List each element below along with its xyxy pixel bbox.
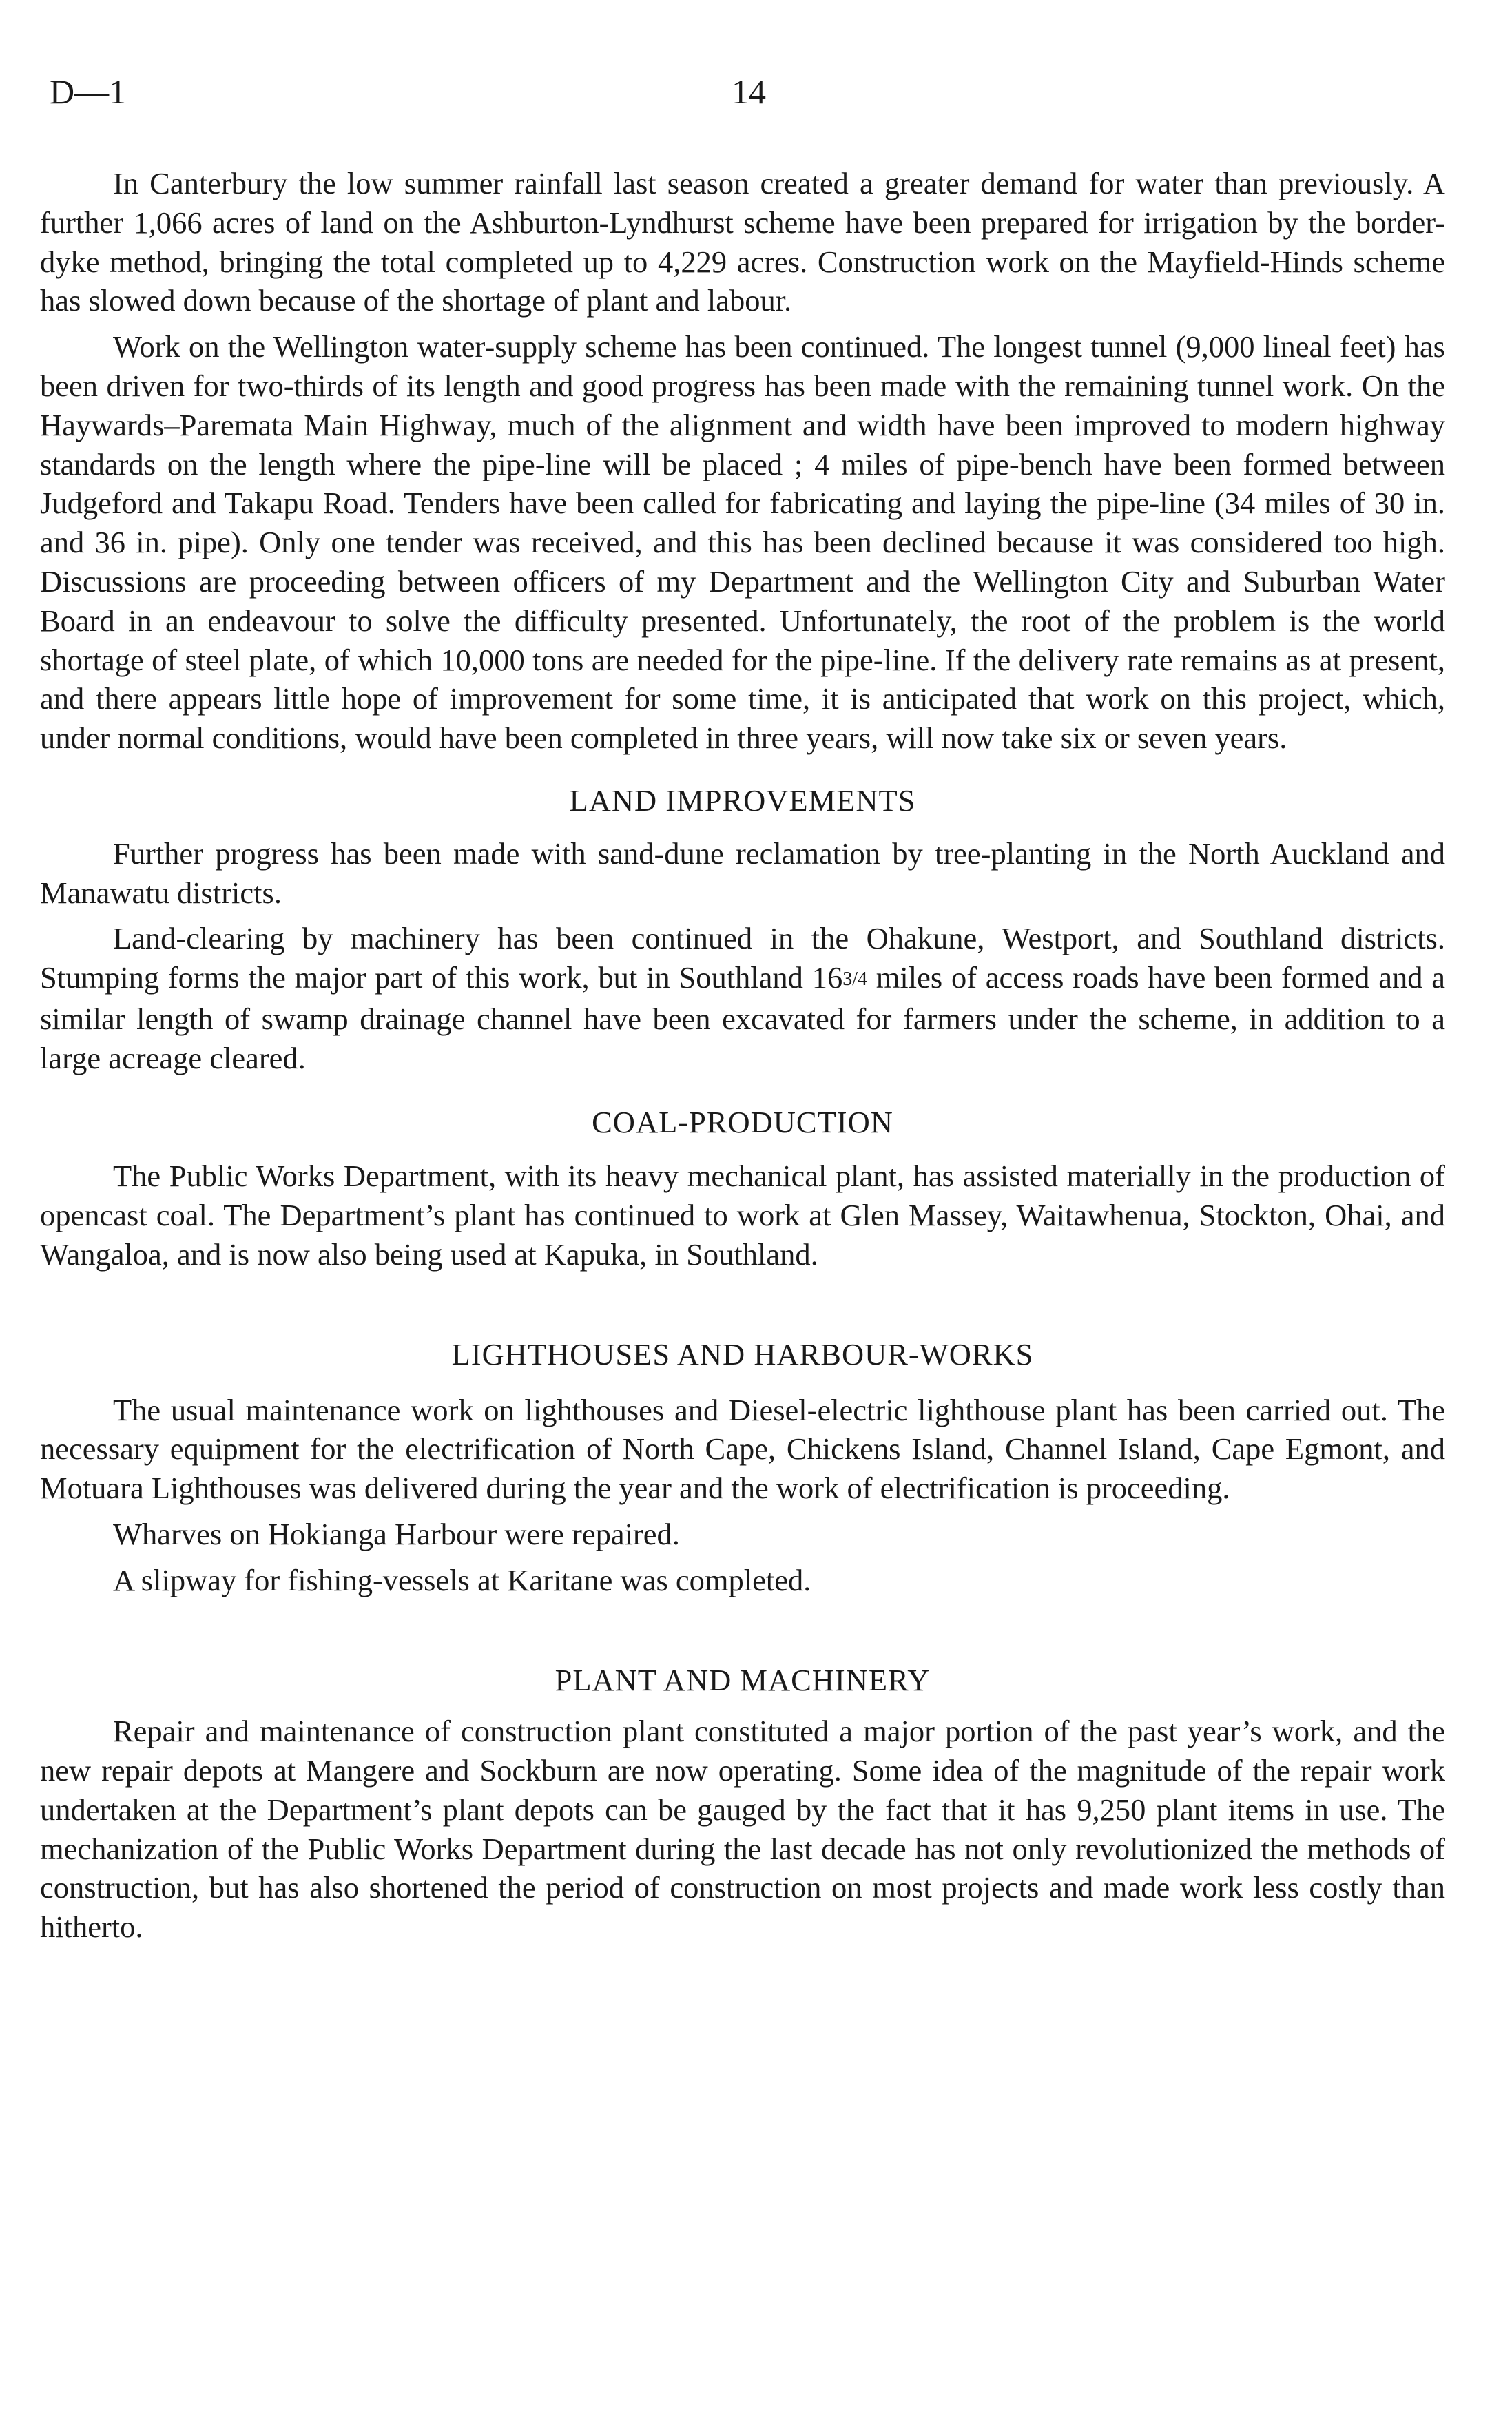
- paragraph-karitane-slipway: A slipway for fishing-vessels at Karitane was completed.: [113, 1562, 811, 1597]
- section-heading-land-improvements: LAND IMPROVEMENTS: [569, 783, 916, 818]
- paragraph-plant-repair: Repair and maintenance of construction plant constituted a major portion of the past year’s work, and the new repair depots at Mangere and Sockburn are now operating. Some idea of the magnitude of the repair work undertaken at the Department’s plant depots can be gauged by the fact that it has 9,250 plant items in use. The mechanization of the Public Works Department during the last decade has not only revolutionized the methods of construction, but has also shortened the period of construction on most projects and made work less costly than hitherto.: [40, 1714, 1445, 1945]
- land-clearing-text-start: Land-clearing by machinery has been continued in the Ohakune, Westport, and Southland districts. Stumping forms the major part of this work, but in Southland 16: [40, 921, 1445, 995]
- paragraph-wellington-water-supply: Work on the Wellington water-supply scheme has been continued. The longest tunnel (9,000 lineal feet) has been driven for two-thirds of its length and good progress has been made with the remaining tunnel work. On the Haywards–Paremata Main Highway, much of the alignment and width have been improved to modern highway standards on the length where the pipe-line will be placed ; 4 miles of pipe-bench have been formed between Judgeford and Takapu Road. Tenders have been called for fabricating and laying the pipe-line (34 miles of 30 in. and 36 in. pipe). Only one tender was received, and this has been declined because it was considered too high. Discussions are proceeding between officers of my Department and the Wellington City and Suburban Water Board in an endeavour to solve the difficulty presented. Unfortunately, the root of the problem is the world shortage of steel plate, of which 10,000 tons are needed for the pipe-line. If the delivery rate remains as at present, and there appears little hope of improvement for some time, it is anticipated that work on this project, which, under normal conditions, would have been completed in three years, will now take six or seven years.: [40, 329, 1445, 756]
- page-header: [50, 72, 1455, 116]
- section-heading-coal-production: COAL-PRODUCTION: [592, 1104, 893, 1139]
- paragraph-land-clearing: [40, 919, 1445, 1077]
- page-number: 14: [732, 72, 766, 111]
- paragraph-canterbury-irrigation: In Canterbury the low summer rainfall last season created a greater demand for water than previously. A further 1,066 acres of land on the Ashburton-Lyndhurst scheme have been prepared for irrigation by the border-dyke method, bringing the total completed up to 4,229 acres. Construction work on the Mayfield-Hinds scheme has slowed down because of the shortage of plant and labour.: [40, 166, 1445, 318]
- paragraph-sand-dune-reclamation: Further progress has been made with sand-dune reclamation by tree-planting in the North Auckland and Manawatu districts.: [40, 836, 1445, 910]
- document-code: D—1: [50, 72, 127, 111]
- section-heading-plant-machinery: PLANT AND MACHINERY: [555, 1662, 931, 1697]
- paragraph-hokianga-wharves: Wharves on Hokianga Harbour were repaired.: [113, 1516, 680, 1551]
- paragraph-lighthouse-maintenance: The usual maintenance work on lighthouses and Diesel-electric lighthouse plant has been carried out. The necessary equipment for the electrification of North Cape, Chickens Island, Channel Island, Cape Egmont, and Motuara Lighthouses was delivered during the year and the work of electrification is proceeding.: [40, 1392, 1445, 1506]
- fraction-three-quarters: 3/4: [842, 968, 867, 991]
- body-text: [40, 164, 1445, 1954]
- section-heading-lighthouses: LIGHTHOUSES AND HARBOUR-WORKS: [451, 1336, 1034, 1371]
- land-clearing-text-end: miles of access roads have been formed and a similar length of swamp drainage channel have been excavated for farmers under the scheme, in addition to a large acreage cleared.: [40, 960, 1445, 1075]
- paragraph-opencast-coal: The Public Works Department, with its heavy mechanical plant, has assisted materially in the production of opencast coal. The Department’s plant has continued to work at Glen Massey, Waitawhenua, Stockton, Ohai, and Wangaloa, and is now also being used at Kapuka, in Southland.: [40, 1159, 1445, 1272]
